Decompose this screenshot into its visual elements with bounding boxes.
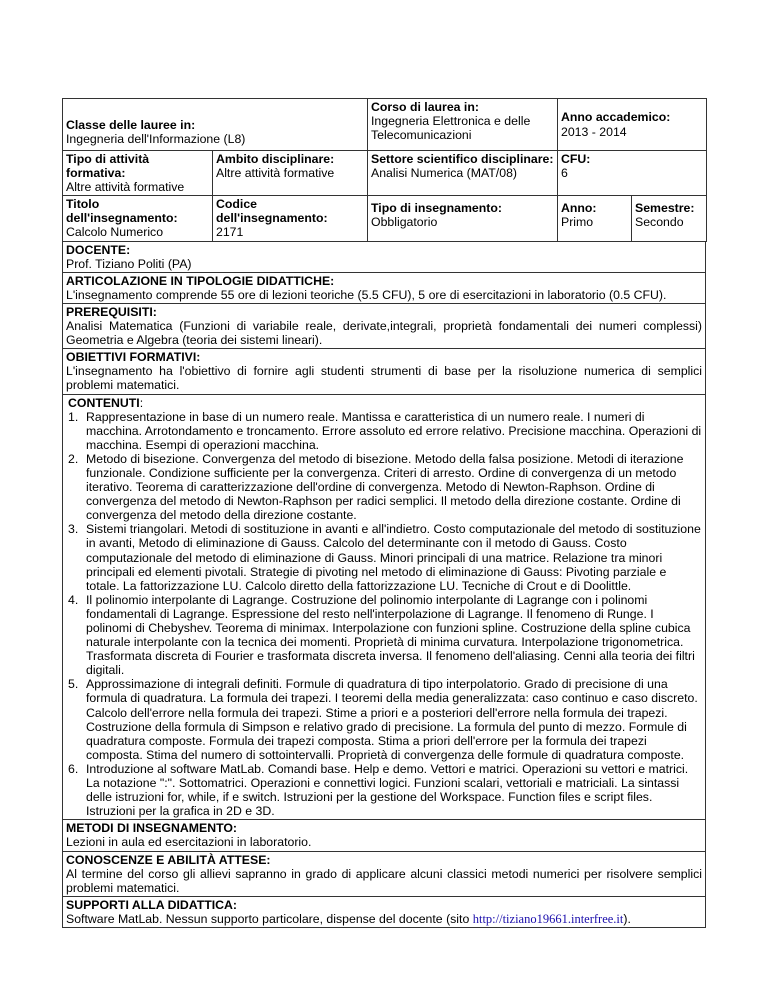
articolazione-section [62, 273, 706, 304]
cfu-cell [558, 151, 707, 196]
tipo-insegnamento-label: Tipo di insegnamento: [371, 201, 502, 216]
tipo-attivita-label: Tipo di attività formativa: [66, 152, 150, 181]
contenuti-item [68, 452, 702, 522]
obiettivi-text: L'insegnamento ha l'obiettivo di fornire agli studenti strumenti di base per la risoluzione numerica di semplici problemi matematici. [66, 364, 702, 393]
corso-label: Corso di laurea in: [371, 100, 479, 114]
contenuti-item-text: Approssimazione di integrali definiti. Formule di quadratura di tipo interpolatorio. Grado di precisione di una formula di quadratura. La formula dei trapezi. I teoremi della media generalizzata: caso continuo e caso discreto. Calcolo dell'errore nella formula dei trapezi. Stime a priori e a posteriori dell'errore nella formula dei trapezi. Costruzione della formula di Simpson e relativo grado di precisione. La formula del punto di mezzo. Formule di quadratura composte. Formula dei trapezi composta. Stima a priori dell'errore per la formula dei trapezi composta. Stima del numero di sottointervalli. Proprietà di convergenza delle formule di quadratura composte. [86, 677, 698, 762]
obiettivi-heading: OBIETTIVI FORMATIVI: [66, 350, 201, 365]
titolo-cell [63, 196, 213, 241]
contenuti-item [68, 677, 702, 762]
codice-cell [213, 196, 368, 241]
contenuti-item-number: 6. [68, 761, 79, 776]
cfu-label: CFU: [561, 152, 591, 166]
supporti-heading: SUPPORTI ALLA DIDATTICA: [66, 897, 238, 912]
settore-cell [368, 151, 558, 196]
codice-value: 2171 [216, 225, 244, 240]
settore-value: Analisi Numerica (MAT/08) [371, 166, 518, 181]
classe-cell [63, 99, 368, 151]
contenuti-item-text: Il polinomio interpolante di Lagrange. Costruzione del polinomio interpolante di Lagrange con i polinomi fondamentali di Lagrange. Espressione del resto nell'interpolazione di Lagrange. Il fenomeno di Runge. I polinomi di Chebyshev. Teorema di minimax. Interpolazione con funzioni spline. Costruzione della spline cubica naturale interpolante con la tecnica dei momenti. Proprietà di minima curvatura. Interpolazione trigonometrica. Trasformata discreta di Fourier e trasformata discreta inversa. Il fenomeno dell'aliasing. Cenni alla teoria dei filtri digitali. [86, 592, 695, 678]
course-info-table [62, 98, 707, 242]
semestre-value: Secondo [635, 215, 684, 230]
contenuti-item-text: Sistemi triangolari. Metodi di sostituzione in avanti e all'indietro. Costo computazionale del metodo di sostituzione in avanti, Metodo di eliminazione di Gauss. Calcolo del determinante con il metodo di Gauss. Costo computazionale del metodo di eliminazione di Gauss. Minori principali di una matrice. Relazione tra minori principali ed elementi pivotali. Strategie di pivoting nel metodo di eliminazione di Gauss: Pivoting parziale e totale. La fattorizzazione LU. Calcolo diretto della fattorizzazione LU. Tecniche di Crout e di Doolittle. [86, 522, 701, 593]
titolo-value: Calcolo Numerico [66, 225, 164, 240]
anno-accademico-label: Anno accademico: [561, 110, 671, 125]
anno-label: Anno: [561, 201, 597, 216]
syllabus-document [62, 98, 706, 928]
classe-label: Classe delle lauree in: [66, 117, 196, 132]
contenuti-item-number: 1. [68, 409, 79, 424]
metodi-text: Lezioni in aula ed esercitazioni in laboratorio. [66, 835, 312, 850]
contenuti-item [68, 762, 702, 818]
articolazione-text: L'insegnamento comprende 55 ore di lezioni teoriche (5.5 CFU), 5 ore di esercitazioni in laboratorio (0.5 CFU). [66, 287, 667, 302]
tipo-insegnamento-value: Obbligatorio [371, 215, 438, 230]
contenuti-item-text: Metodo di bisezione. Convergenza del metodo di bisezione. Metodo della falsa posizione. Metodi di iterazione funzionale. Condizione sufficiente per la convergenza. Criteri di arresto. Ordine di convergenza di un metodo iterativo. Teorema di caratterizzazione dell'ordine di convergenza. Metodo di Newton-Raphson. Ordine di convergenza del metodo di Newton-Raphson per radici semplici. Il metodo della direzione costante. Ordine di convergenza del metodo della direzione costante. [86, 451, 684, 523]
contenuti-item-number: 5. [68, 677, 79, 692]
titolo-label: Titolo dell'insegnamento: [66, 197, 178, 226]
tipo-attivita-cell [63, 151, 213, 196]
docente-site-link[interactable]: http://tiziano19661.interfree.it [472, 911, 624, 926]
contenuti-item-text: Introduzione al software MatLab. Comandi base. Help e demo. Vettori e matrici. Operazioni su vettori e matrici. La notazione ":". Sottomatrici. Operazioni e connettivi logici. Funzioni scalari, vettoriali e matriciali. La sintassi delle istruzioni for, while, if e switch. Istruzioni per la gestione del Workspace. Function files e script files. Istruzioni per la grafica in 2D e 3D. [86, 761, 689, 819]
docente-value: Prof. Tiziano Politi (PA) [66, 256, 192, 271]
prerequisiti-section [62, 304, 706, 349]
contenuti-item [68, 410, 702, 452]
contenuti-item-number: 3. [68, 522, 79, 537]
docente-section [62, 242, 706, 273]
articolazione-heading: ARTICOLAZIONE IN TIPOLOGIE DIDATTICHE: [66, 273, 335, 288]
obiettivi-section [62, 349, 706, 394]
settore-label: Settore scientifico disciplinare: [371, 152, 554, 166]
anno-accademico-cell [558, 99, 707, 151]
metodi-section [62, 820, 706, 851]
contenuti-item [68, 522, 702, 592]
docente-heading: DOCENTE: [66, 242, 131, 257]
contenuti-list [68, 410, 702, 819]
contenuti-heading: CONTENUTI: [68, 395, 144, 410]
ambito-value: Altre attività formative [216, 166, 335, 181]
conoscenze-section [62, 852, 706, 897]
supporti-text [66, 912, 702, 926]
supporti-section [62, 897, 706, 928]
prerequisiti-heading: PREREQUISITI: [66, 304, 157, 319]
corso-cell [368, 99, 558, 151]
conoscenze-heading: CONOSCENZE E ABILITÀ ATTESE: [66, 852, 271, 867]
ambito-cell [213, 151, 368, 196]
contenuti-item-number: 2. [68, 451, 79, 466]
semestre-cell [632, 196, 707, 241]
contenuti-section [62, 395, 706, 821]
tipo-attivita-value: Altre attività formative [66, 180, 185, 195]
codice-label: Codice dell'insegnamento: [216, 197, 328, 226]
cfu-value: 6 [561, 166, 568, 181]
anno-cell [558, 196, 632, 241]
ambito-label: Ambito disciplinare: [216, 152, 335, 166]
semestre-label: Semestre: [635, 201, 695, 216]
contenuti-item-text: Rappresentazione in base di un numero reale. Mantissa e caratteristica di un numero reale. I numeri di macchina. Arrotondamento e troncamento. Errore assoluto ed errore relativo. Precisione macchina. Operazioni di macchina. Esempi di operazioni macchina. [86, 409, 702, 452]
supporti-text-after: ). [623, 911, 631, 926]
anno-accademico-value: 2013 - 2014 [561, 124, 627, 139]
anno-value: Primo [561, 215, 594, 230]
tipo-insegnamento-cell [368, 196, 558, 241]
contenuti-item [68, 593, 702, 678]
metodi-heading: METODI DI INSEGNAMENTO: [66, 821, 238, 836]
classe-value: Ingegneria dell'Informazione (L8) [66, 131, 246, 146]
contenuti-item-number: 4. [68, 592, 79, 607]
supporti-text-before: Software MatLab. Nessun supporto particolare, dispense del docente (sito [66, 911, 473, 926]
prerequisiti-text: Analisi Matematica (Funzioni di variabile reale, derivate,integrali, proprietà fondamentali dei numeri complessi) Geometria e Algebra (teoria dei sistemi lineari). [66, 319, 702, 348]
corso-value: Ingegneria Elettronica e delle Telecomunicazioni [371, 114, 531, 143]
conoscenze-text: Al termine del corso gli allievi sapranno in grado di applicare alcuni classici metodi numerici per risolvere semplici problemi matematici. [66, 866, 702, 895]
